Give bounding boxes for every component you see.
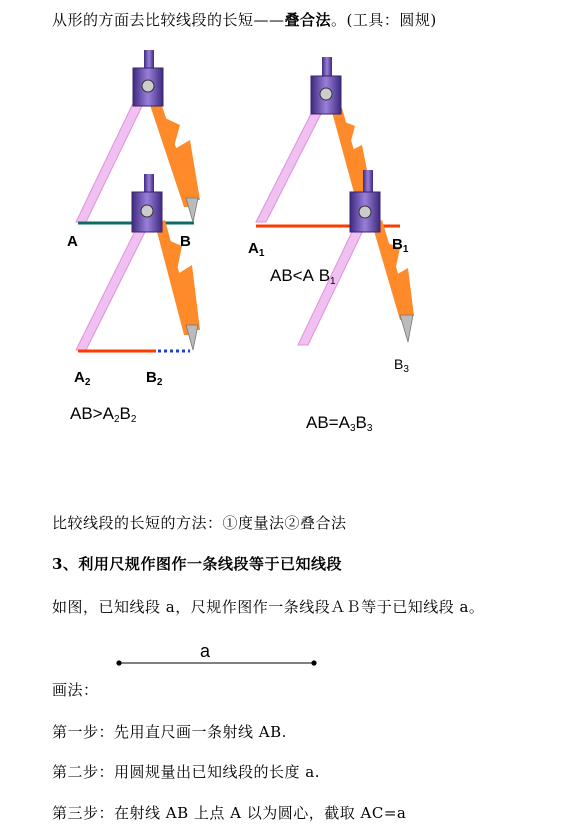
steps-title: 画法： (52, 681, 99, 699)
step-2: 第二步：用圆规量出已知线段的长度 a. (52, 763, 320, 781)
step-1: 第一步：先用直尺画一条射线 AB. (52, 723, 287, 741)
problem-statement: 如图，已知线段 a，尺规作图作一条线段ＡＢ等于已知线段 a。 (52, 598, 485, 616)
segment-a-label: a (200, 641, 211, 661)
intro-suffix: 。(工具：圆规) (331, 11, 437, 29)
comparison-greater: $AB>A_2B_2$ (70, 404, 137, 425)
segment-a-end-dot (311, 660, 316, 665)
label-b1: $B_1$ (392, 236, 409, 255)
compass-4 (298, 170, 414, 345)
intro-method: 叠合法 (284, 11, 332, 29)
label-a1: $A_1$ (248, 240, 265, 259)
segment-a-start-dot (116, 660, 121, 665)
comparison-equal: $AB=A_3B_3$ (306, 413, 373, 434)
section-title: 3、利用尺规作图作一条线段等于已知线段 (52, 555, 342, 573)
label-b3: $B_3$ (394, 356, 409, 375)
comparison-less: AB<A $B_1$ (270, 266, 336, 287)
label-b: B (180, 233, 191, 250)
label-a: A (67, 233, 78, 250)
intro-prefix: 从形的方面去比较线段的长短—— (52, 11, 285, 29)
step-3: 第三步：在射线 AB 上点 A 以为圆心，截取 AC=a (52, 804, 407, 822)
methods-line: 比较线段的长短的方法：①度量法②叠合法 (52, 514, 347, 532)
label-a2: $A_2$ (74, 369, 91, 388)
label-b2: $B_2$ (146, 369, 163, 388)
